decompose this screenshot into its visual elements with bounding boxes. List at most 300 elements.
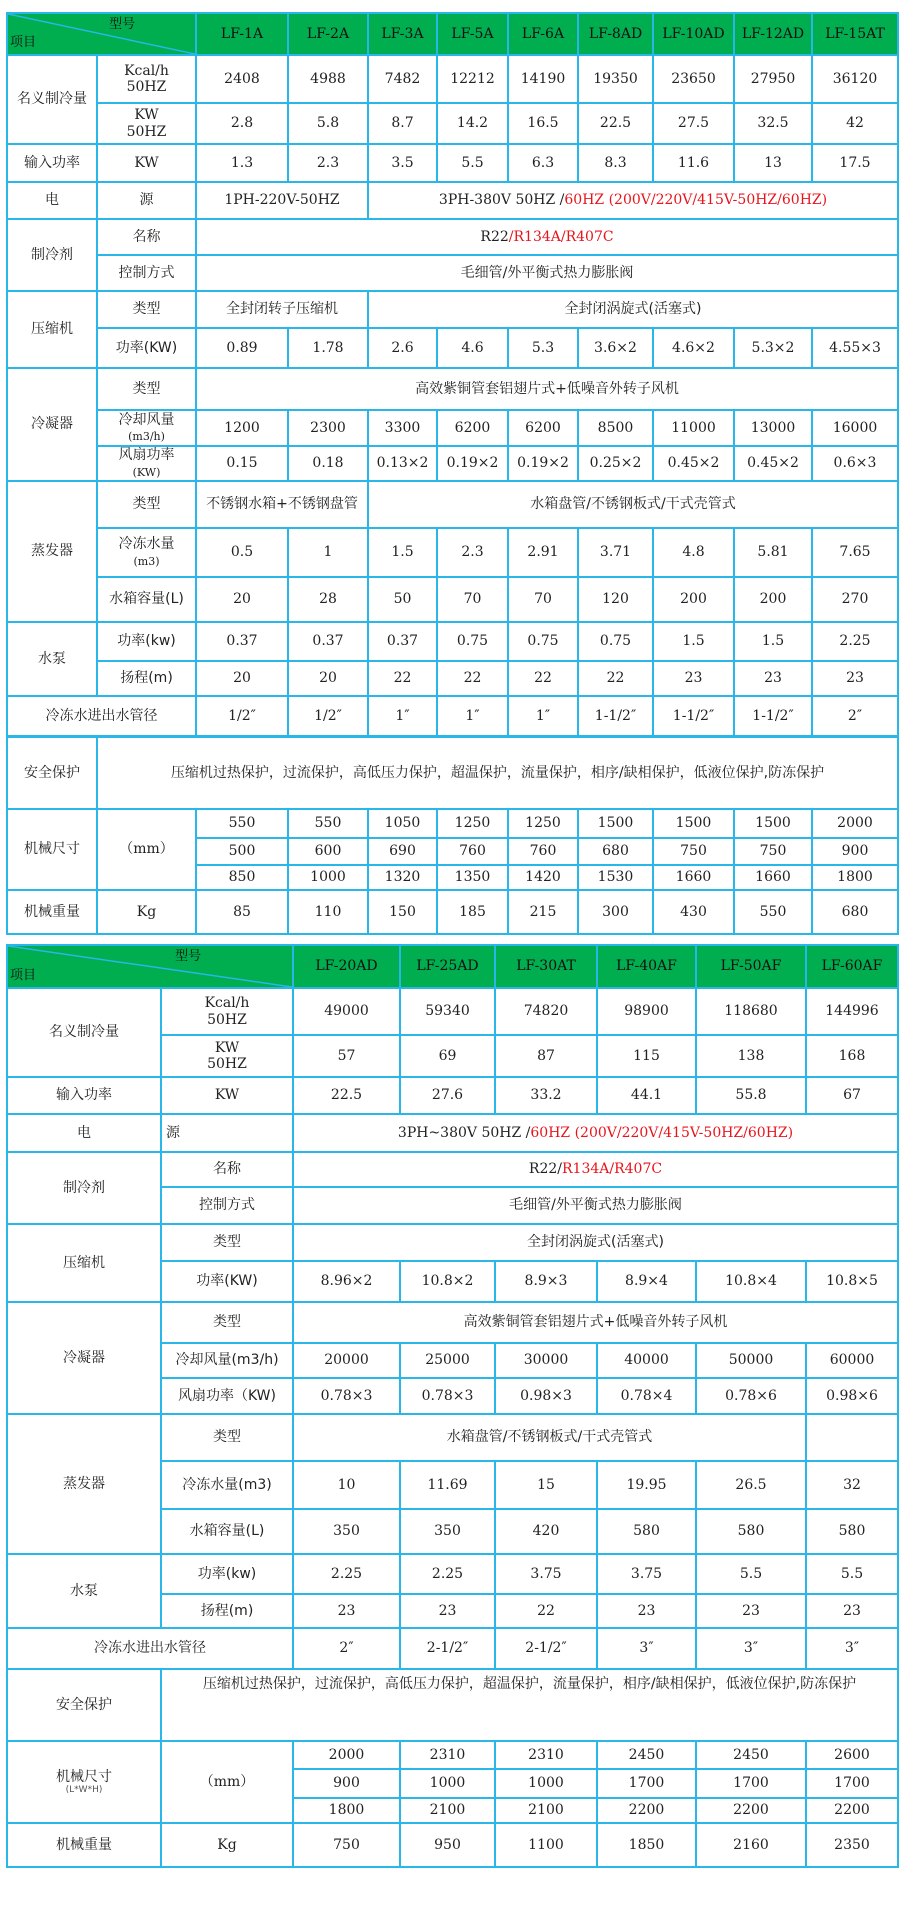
empty-cell [806,1414,898,1461]
value-cell: 22 [495,1594,597,1628]
value-cell: 1320 [368,865,437,890]
value-cell: 118680 [696,988,806,1035]
value-cell: 11.6 [653,144,734,182]
value-cell: 23 [653,661,734,696]
value-cell: 42 [812,103,898,144]
dims-text: 机械尺寸 [56,1768,112,1785]
value-cell: 5.81 [734,528,812,577]
value-cell: 1000 [495,1769,597,1798]
value-cell: 6.3 [508,144,578,182]
value-cell: 1100 [495,1823,597,1867]
value-cell: 0.6×3 [812,446,898,481]
pump-label: 水泵 [7,1554,161,1628]
value-cell: 57 [293,1035,400,1077]
value-cell: 8.9×4 [597,1261,696,1302]
model-cell: LF-20AD [293,945,400,988]
value-cell: 2450 [597,1741,696,1769]
pump-head-label: 扬程(m) [97,661,196,696]
value-cell: 1700 [597,1769,696,1798]
value-cell: 22.5 [293,1077,400,1114]
cool-air-text: 冷却风量 [118,411,175,428]
value-cell: 3″ [806,1628,898,1669]
dims-unit: （mm） [161,1741,293,1823]
value-cell: 690 [368,838,437,865]
chill-water-label: 冷冻水量(m3) [161,1461,293,1509]
model-cell: LF-6A [508,13,578,55]
value-cell: 23 [400,1594,495,1628]
value-cell: 70 [437,577,508,622]
value-cell: 850 [196,865,288,890]
weight-unit: Kg [97,890,196,934]
compressor-type-row [7,291,898,328]
value-cell: 2.3 [437,528,508,577]
value-cell: 11000 [653,410,734,446]
compressor-power-row [7,328,898,368]
value-cell: 27.6 [400,1077,495,1114]
value-cell: 0.78×3 [293,1378,400,1414]
value-cell: 900 [812,838,898,865]
value-cell: 5.5 [437,144,508,182]
value-cell: 0.75 [437,622,508,661]
tank-label: 水箱容量(L) [97,577,196,622]
value-cell: 185 [437,890,508,934]
value-cell: 23650 [653,55,734,103]
value-cell: 150 [368,890,437,934]
value-cell: 22 [368,661,437,696]
weight-label: 机械重量 [7,1823,161,1867]
value-cell: 1250 [437,809,508,838]
value-cell: 2.91 [508,528,578,577]
value-cell: 49000 [293,988,400,1035]
header-row [7,945,898,988]
pipe-label: 冷冻水进出水管径 [7,696,196,736]
value-cell: 19.95 [597,1461,696,1509]
refrigerant-control-row [7,255,898,291]
value-cell: 26.5 [696,1461,806,1509]
value-cell: 10.8×5 [806,1261,898,1302]
model-cell: LF-8AD [578,13,653,55]
pump-head-row [7,661,898,696]
value-cell: 2300 [288,410,368,446]
value-cell: 20000 [293,1343,400,1378]
value-cell: 0.45×2 [653,446,734,481]
value-cell: 0.98×3 [495,1378,597,1414]
refrigerant-control-value: 毛细管/外平衡式热力膨胀阀 [293,1187,898,1224]
unit-cell: KW [97,144,196,182]
value-cell: 550 [288,809,368,838]
diagonal-line-icon [8,946,292,987]
value-cell: 15 [495,1461,597,1509]
unit-hz: 50HZ [126,123,167,140]
value-cell: 1530 [578,865,653,890]
value-cell: 4988 [288,55,368,103]
safety-row [7,1669,898,1741]
value-cell: 7482 [368,55,437,103]
value-cell: 138 [696,1035,806,1077]
value-cell: 2.8 [196,103,288,144]
compressor-label: 压缩机 [7,1224,161,1302]
capacity-kcal-row [7,55,898,103]
value-cell: 5.3 [508,328,578,368]
evap-type-row [7,1414,898,1461]
value-cell: 8.3 [578,144,653,182]
value-cell: 0.18 [288,446,368,481]
unit-hz: 50HZ [126,79,167,95]
model-cell: LF-15AT [812,13,898,55]
pipe-row [7,1628,898,1669]
value-cell: 20 [196,577,288,622]
value-cell: 0.5 [196,528,288,577]
value-cell: 600 [288,838,368,865]
power-supply-label-b: 源 [97,182,196,219]
value-cell: 3.6×2 [578,328,653,368]
value-cell: 3″ [696,1628,806,1669]
power-supply-row [7,182,898,219]
refrigerant-name-row [7,1152,898,1187]
cool-air-label [97,410,196,446]
value-cell: 0.19×2 [437,446,508,481]
value-cell: 1660 [734,865,812,890]
capacity-kw-row [7,103,898,144]
dims-label: 机械尺寸 [7,809,97,890]
value-cell: 1700 [806,1769,898,1798]
value-cell: 0.78×4 [597,1378,696,1414]
value-cell: 4.6 [437,328,508,368]
compressor-type-label: 类型 [161,1224,293,1261]
fan-power-label: 风扇功率（KW) [161,1378,293,1414]
refrigerant-label: 制冷剂 [7,219,97,291]
pump-head-label: 扬程(m) [161,1594,293,1628]
condenser-type-label: 类型 [161,1302,293,1343]
value-cell: 1800 [812,865,898,890]
value-cell: 5.5 [806,1554,898,1594]
value-cell: 1-1/2″ [734,696,812,736]
value-cell: 580 [806,1509,898,1554]
condenser-type-row [7,368,898,410]
safety-value: 压缩机过热保护，过流保护，高低压力保护，超温保护，流量保护，相序/缺相保护，低液位保护,防冻保护 [97,736,898,809]
evaporator-label: 蒸发器 [7,1414,161,1554]
value-cell: 350 [400,1509,495,1554]
power-supply-main: 3PH-380V 50HZ / [438,192,565,209]
power-supply-alt: 60HZ (200V/220V/415V-50HZ/60HZ) [564,192,828,209]
value-cell: 44.1 [597,1077,696,1114]
value-cell: 2-1/2″ [400,1628,495,1669]
value-cell: 1-1/2″ [578,696,653,736]
value-cell: 0.19×2 [508,446,578,481]
value-cell: 1050 [368,809,437,838]
value-cell: 1.5 [734,622,812,661]
value-cell: 270 [812,577,898,622]
evap-type-label: 类型 [97,481,196,528]
value-cell: 300 [578,890,653,934]
value-cell: 67 [806,1077,898,1114]
value-cell: 750 [734,838,812,865]
value-cell: 1-1/2″ [653,696,734,736]
value-cell: 0.13×2 [368,446,437,481]
power-supply-label-a: 电 [7,182,97,219]
power-supply-main: 3PH~380V 50HZ / [397,1124,531,1141]
unit-kw: KW [134,107,159,124]
unit-cell [97,55,196,103]
compressor-type-label: 类型 [97,291,196,328]
value-cell: 2200 [597,1798,696,1823]
value-cell: 2.25 [293,1554,400,1594]
dims-lwh: (L*W*H) [65,1784,103,1795]
value-cell: 1/2″ [196,696,288,736]
value-cell: 680 [578,838,653,865]
value-cell: 60000 [806,1343,898,1378]
value-cell: 0.75 [578,622,653,661]
value-cell: 13 [734,144,812,182]
compressor-type-small: 全封闭转子压缩机 [196,291,368,328]
chill-water-label [97,528,196,577]
value-cell: 27950 [734,55,812,103]
refrigerant-name-row [7,219,898,255]
header-diagonal-cell [7,945,293,988]
value-cell: 10.8×4 [696,1261,806,1302]
value-cell: 4.6×2 [653,328,734,368]
value-cell: 760 [437,838,508,865]
value-cell: 3.71 [578,528,653,577]
value-cell: 1420 [508,865,578,890]
value-cell: 2600 [806,1741,898,1769]
value-cell: 1500 [653,809,734,838]
value-cell: 168 [806,1035,898,1077]
value-cell: 0.78×3 [400,1378,495,1414]
compressor-label: 压缩机 [7,291,97,368]
model-cell: LF-1A [196,13,288,55]
value-cell: 1″ [508,696,578,736]
pump-power-label: 功率(kw) [97,622,196,661]
value-cell: 30000 [495,1343,597,1378]
input-power-row [7,144,898,182]
power-supply-3ph [368,182,898,219]
value-cell: 23 [696,1594,806,1628]
chill-water-text: 冷冻水量 [118,536,175,553]
value-cell: 1660 [653,865,734,890]
value-cell: 50000 [696,1343,806,1378]
refrigerant-main: R22/ [528,1161,562,1178]
value-cell: 950 [400,1823,495,1867]
header-row [7,13,898,55]
value-cell: 11.69 [400,1461,495,1509]
value-cell: 3″ [597,1628,696,1669]
value-cell: 98900 [597,988,696,1035]
value-cell: 750 [293,1823,400,1867]
value-cell: 500 [196,838,288,865]
value-cell: 2160 [696,1823,806,1867]
model-label: 型号 [175,949,202,964]
value-cell: 14190 [508,55,578,103]
tank-label: 水箱容量(L) [161,1509,293,1554]
unit-cell [161,988,293,1035]
fan-power-unit: (KW) [132,465,161,479]
value-cell: 6200 [508,410,578,446]
value-cell: 144996 [806,988,898,1035]
value-cell: 2.3 [288,144,368,182]
value-cell: 0.37 [368,622,437,661]
value-cell: 2000 [293,1741,400,1769]
evap-type-row [7,481,898,528]
value-cell: 10 [293,1461,400,1509]
value-cell: 69 [400,1035,495,1077]
dims-label [7,1741,161,1823]
value-cell: 19350 [578,55,653,103]
refrigerant-name-label: 名称 [97,219,196,255]
item-label: 项目 [10,35,37,51]
value-cell: 25000 [400,1343,495,1378]
cool-air-label: 冷却风量(m3/h) [161,1343,293,1378]
input-power-label: 输入功率 [7,144,97,182]
value-cell: 23 [293,1594,400,1628]
value-cell: 20 [196,661,288,696]
condenser-label: 冷凝器 [7,368,97,481]
value-cell: 1.78 [288,328,368,368]
refrigerant-control-value: 毛细管/外平衡式热力膨胀阀 [196,255,898,291]
refrigerant-main: R22 [480,228,509,245]
value-cell: 3.75 [597,1554,696,1594]
weight-label: 机械重量 [7,890,97,934]
value-cell: 0.45×2 [734,446,812,481]
value-cell: 2100 [495,1798,597,1823]
weight-row [7,1823,898,1867]
value-cell: 33.2 [495,1077,597,1114]
value-cell: 1″ [437,696,508,736]
value-cell: 1.3 [196,144,288,182]
value-cell: 13000 [734,410,812,446]
fan-power-text: 风扇功率 [118,447,175,464]
compressor-power-label: 功率(KW) [161,1261,293,1302]
value-cell: 550 [196,809,288,838]
pump-power-row [7,1554,898,1594]
unit-cell [97,103,196,144]
value-cell: 0.89 [196,328,288,368]
value-cell: 50 [368,577,437,622]
safety-label: 安全保护 [7,1669,161,1741]
value-cell: 1.5 [368,528,437,577]
power-supply-label-a: 电 [7,1114,161,1152]
value-cell: 1850 [597,1823,696,1867]
evap-type-small: 不锈钢水箱+不锈钢盘管 [196,481,368,528]
value-cell: 1800 [293,1798,400,1823]
condenser-type-row [7,1302,898,1343]
value-cell: 1000 [400,1769,495,1798]
item-label: 项目 [10,968,37,984]
value-cell: 4.8 [653,528,734,577]
value-cell: 22 [578,661,653,696]
value-cell: 2.6 [368,328,437,368]
unit-cell [161,1035,293,1077]
unit-hz: 50HZ [207,1011,247,1028]
value-cell: 900 [293,1769,400,1798]
value-cell: 430 [653,890,734,934]
pump-label: 水泵 [7,622,97,696]
value-cell: 550 [734,890,812,934]
refrigerant-label: 制冷剂 [7,1152,161,1224]
value-cell: 115 [597,1035,696,1077]
value-cell: 3.75 [495,1554,597,1594]
power-supply-label-b: 源 [161,1114,293,1152]
value-cell: 55.8 [696,1077,806,1114]
value-cell: 5.3×2 [734,328,812,368]
model-cell: LF-40AF [597,945,696,988]
value-cell: 1250 [508,809,578,838]
value-cell: 23 [734,661,812,696]
value-cell: 0.15 [196,446,288,481]
chill-water-unit: (m3) [133,554,160,568]
condenser-type-value: 高效紫铜管套铝翅片式+低噪音外转子风机 [196,368,898,410]
value-cell: 350 [293,1509,400,1554]
value-cell: 580 [696,1509,806,1554]
pipe-row [7,696,898,736]
value-cell: 87 [495,1035,597,1077]
value-cell: 2000 [812,809,898,838]
power-supply-1ph: 1PH-220V-50HZ [196,182,368,219]
refrigerant-name-value [293,1152,898,1187]
value-cell: 20 [288,661,368,696]
compressor-type-row [7,1224,898,1261]
header-diagonal-cell [7,13,196,55]
value-cell: 70 [508,577,578,622]
capacity-label: 名义制冷量 [7,55,97,144]
evap-type-large: 水箱盘管/不锈钢板式/干式壳管式 [368,481,898,528]
model-cell: LF-12AD [734,13,812,55]
refrigerant-control-label: 控制方式 [97,255,196,291]
value-cell: 74820 [495,988,597,1035]
unit-cell: KW [161,1077,293,1114]
weight-row [7,890,898,934]
value-cell: 27.5 [653,103,734,144]
value-cell: 22.5 [578,103,653,144]
value-cell: 750 [653,838,734,865]
value-cell: 23 [812,661,898,696]
value-cell: 7.65 [812,528,898,577]
value-cell: 2-1/2″ [495,1628,597,1669]
weight-unit: Kg [161,1823,293,1867]
value-cell: 12212 [437,55,508,103]
value-cell: 680 [812,890,898,934]
value-cell: 2.25 [400,1554,495,1594]
value-cell: 1.5 [653,622,734,661]
value-cell: 200 [653,577,734,622]
value-cell: 8500 [578,410,653,446]
value-cell: 1″ [368,696,437,736]
value-cell: 2200 [806,1798,898,1823]
model-cell: LF-2A [288,13,368,55]
model-cell: LF-25AD [400,945,495,988]
value-cell: 1 [288,528,368,577]
cool-air-unit: (m3/h) [128,430,165,443]
unit-kcal: Kcal/h [124,62,169,79]
diagonal-line-icon [8,14,195,54]
evaporator-label: 蒸发器 [7,481,97,622]
model-cell: LF-3A [368,13,437,55]
tank-row [7,577,898,622]
value-cell: 4.55×3 [812,328,898,368]
evap-type-label: 类型 [161,1414,293,1461]
model-cell: LF-10AD [653,13,734,55]
value-cell: 85 [196,890,288,934]
value-cell: 110 [288,890,368,934]
value-cell: 5.5 [696,1554,806,1594]
value-cell: 23 [806,1594,898,1628]
condenser-label: 冷凝器 [7,1302,161,1414]
value-cell: 36120 [812,55,898,103]
power-supply-value [293,1114,898,1152]
model-cell: LF-5A [437,13,508,55]
value-cell: 16.5 [508,103,578,144]
value-cell: 32 [806,1461,898,1509]
